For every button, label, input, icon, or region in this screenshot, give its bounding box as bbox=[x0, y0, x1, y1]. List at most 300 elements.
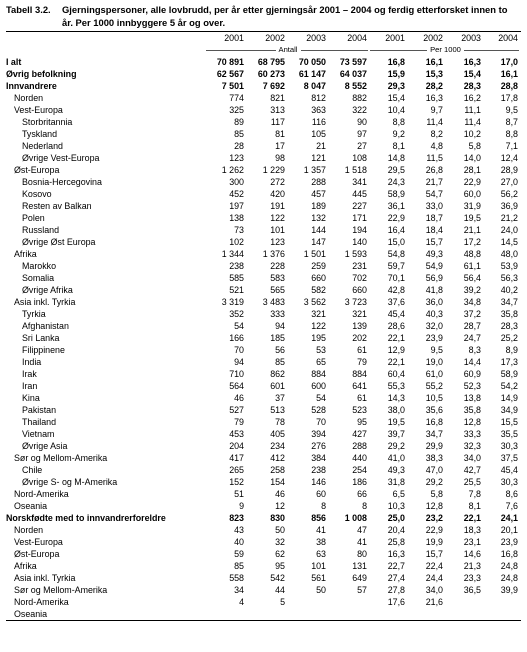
row-label: Storbritannia bbox=[22, 117, 73, 127]
cell-value: 11,4 bbox=[426, 117, 443, 127]
cell-value: 28,6 bbox=[387, 321, 405, 331]
cell-value: 16,8 bbox=[425, 417, 443, 427]
cell-value: 62 bbox=[275, 549, 285, 559]
table-row bbox=[6, 320, 521, 332]
row-label: Resten av Balkan bbox=[22, 201, 92, 211]
table-row bbox=[6, 596, 521, 608]
year-header: 2002 bbox=[408, 32, 446, 45]
cell-value: 288 bbox=[352, 441, 367, 451]
cell-value: 12,4 bbox=[500, 153, 518, 163]
cell-value: 12,8 bbox=[463, 417, 481, 427]
cell-value: 53 bbox=[316, 345, 326, 355]
cell-value: 64 037 bbox=[339, 69, 367, 79]
table-body bbox=[6, 56, 521, 621]
cell-value: 122 bbox=[311, 321, 326, 331]
row-label: Øvrige Øst Europa bbox=[22, 237, 96, 247]
cell-value: 24,4 bbox=[425, 573, 443, 583]
cell-value: 527 bbox=[229, 405, 244, 415]
cell-value: 79 bbox=[357, 357, 367, 367]
row-label: Oseania bbox=[6, 608, 206, 621]
cell-value: 24,8 bbox=[500, 561, 518, 571]
table-row bbox=[6, 368, 521, 380]
cell-value: 185 bbox=[270, 333, 285, 343]
cell-value: 98 bbox=[275, 153, 285, 163]
cell-value: 8,8 bbox=[392, 117, 405, 127]
cell-value: 5 bbox=[280, 597, 285, 607]
cell-value: 9 bbox=[239, 501, 244, 511]
year-header: 2002 bbox=[247, 32, 288, 45]
cell-value: 186 bbox=[352, 477, 367, 487]
cell-value: 38,0 bbox=[387, 405, 405, 415]
cell-value: 17,8 bbox=[500, 93, 518, 103]
cell-value: 352 bbox=[229, 309, 244, 319]
cell-value: 16,2 bbox=[463, 93, 481, 103]
cell-value: 300 bbox=[229, 177, 244, 187]
cell-value: 19,5 bbox=[463, 213, 481, 223]
cell-value: 18,7 bbox=[425, 213, 443, 223]
cell-value bbox=[484, 608, 521, 621]
row-label: Sør og Mellom-Amerika bbox=[14, 585, 108, 595]
cell-value: 32 bbox=[275, 537, 285, 547]
cell-value bbox=[329, 608, 370, 621]
cell-value: 14,3 bbox=[387, 393, 405, 403]
table-row bbox=[6, 404, 521, 416]
cell-value: 17,2 bbox=[463, 237, 481, 247]
cell-value: 29,2 bbox=[387, 441, 405, 451]
cell-value: 856 bbox=[311, 513, 326, 523]
cell-value: 85 bbox=[275, 357, 285, 367]
table-row bbox=[6, 92, 521, 104]
cell-value: 56,3 bbox=[500, 273, 518, 283]
year-header: 2004 bbox=[329, 32, 370, 45]
cell-value: 238 bbox=[311, 465, 326, 475]
cell-value: 22,1 bbox=[463, 513, 481, 523]
table-row bbox=[6, 488, 521, 500]
cell-value: 15,0 bbox=[387, 237, 405, 247]
cell-value: 37,5 bbox=[500, 453, 518, 463]
cell-value bbox=[370, 608, 408, 621]
cell-value: 12 bbox=[275, 501, 285, 511]
cell-value: 51 bbox=[234, 489, 244, 499]
cell-value: 70 050 bbox=[298, 57, 326, 67]
cell-value: 28 bbox=[234, 141, 244, 151]
row-label: Afrika bbox=[14, 561, 37, 571]
group-per1000: Per 1000 bbox=[370, 44, 521, 56]
row-label: India bbox=[22, 357, 42, 367]
cell-value: 34,0 bbox=[425, 585, 443, 595]
cell-value: 333 bbox=[270, 309, 285, 319]
table-row bbox=[6, 284, 521, 296]
row-label: Kina bbox=[22, 393, 40, 403]
row-label: Norskfødte med to innvandrerforeldre bbox=[6, 513, 166, 523]
cell-value: 60,4 bbox=[387, 369, 405, 379]
cell-value: 23,1 bbox=[463, 537, 481, 547]
cell-value: 34,7 bbox=[425, 429, 443, 439]
cell-value: 49,3 bbox=[387, 465, 405, 475]
cell-value: 37 bbox=[275, 393, 285, 403]
cell-value: 4,8 bbox=[430, 141, 443, 151]
cell-value: 32,3 bbox=[463, 441, 481, 451]
cell-value: 17,3 bbox=[500, 357, 518, 367]
cell-value: 265 bbox=[229, 465, 244, 475]
cell-value: 166 bbox=[229, 333, 244, 343]
cell-value: 660 bbox=[352, 285, 367, 295]
cell-value: 34,7 bbox=[500, 297, 518, 307]
table-row bbox=[6, 80, 521, 92]
cell-value: 523 bbox=[352, 405, 367, 415]
table-row bbox=[6, 428, 521, 440]
cell-value: 1 357 bbox=[303, 165, 326, 175]
cell-value bbox=[206, 608, 247, 621]
cell-value: 28,1 bbox=[463, 165, 481, 175]
cell-value: 9,7 bbox=[430, 105, 443, 115]
cell-value: 254 bbox=[352, 465, 367, 475]
cell-value: 7,1 bbox=[505, 141, 518, 151]
cell-value: 152 bbox=[229, 477, 244, 487]
cell-value: 821 bbox=[270, 93, 285, 103]
cell-value: 3 319 bbox=[221, 297, 244, 307]
cell-value: 60,9 bbox=[463, 369, 481, 379]
cell-value: 600 bbox=[311, 381, 326, 391]
row-label: Vest-Europa bbox=[14, 537, 63, 547]
table-row bbox=[6, 260, 521, 272]
cell-value: 8 bbox=[321, 501, 326, 511]
cell-value: 63 bbox=[316, 549, 326, 559]
cell-value: 24,1 bbox=[500, 513, 518, 523]
year-header: 2003 bbox=[446, 32, 484, 45]
cell-value: 146 bbox=[311, 477, 326, 487]
cell-value: 36,1 bbox=[387, 201, 405, 211]
cell-value: 95 bbox=[357, 417, 367, 427]
cell-value: 68 795 bbox=[257, 57, 285, 67]
table-label: Tabell 3.2. bbox=[6, 4, 51, 15]
cell-value: 528 bbox=[311, 405, 326, 415]
cell-value: 457 bbox=[311, 189, 326, 199]
cell-value: 40,3 bbox=[425, 309, 443, 319]
table-row bbox=[6, 56, 521, 68]
cell-value: 774 bbox=[229, 93, 244, 103]
cell-value: 61 bbox=[357, 393, 367, 403]
cell-value: 11,4 bbox=[464, 117, 481, 127]
cell-value: 59,7 bbox=[387, 261, 405, 271]
table-heading bbox=[6, 3, 521, 29]
cell-value: 23,3 bbox=[463, 573, 481, 583]
cell-value: 1 008 bbox=[344, 513, 367, 523]
cell-value: 60,0 bbox=[463, 189, 481, 199]
cell-value: 8 047 bbox=[303, 81, 326, 91]
cell-value: 61,1 bbox=[463, 261, 481, 271]
cell-value: 38,3 bbox=[425, 453, 443, 463]
cell-value: 8,3 bbox=[468, 345, 481, 355]
cell-value: 15,3 bbox=[425, 69, 443, 79]
cell-value: 116 bbox=[311, 117, 326, 127]
cell-value: 40 bbox=[234, 537, 244, 547]
cell-value: 31,9 bbox=[463, 201, 481, 211]
row-label: Filippinene bbox=[22, 345, 65, 355]
cell-value: 73 597 bbox=[339, 57, 367, 67]
group-antall: Antall bbox=[206, 44, 370, 56]
row-label: Øvrige Asia bbox=[22, 441, 68, 451]
cell-value: 238 bbox=[229, 261, 244, 271]
cell-value: 121 bbox=[311, 153, 326, 163]
cell-value: 16,3 bbox=[425, 93, 443, 103]
cell-value: 14,8 bbox=[387, 153, 405, 163]
table-row bbox=[6, 236, 521, 248]
cell-value: 1 518 bbox=[344, 165, 367, 175]
cell-value: 79 bbox=[234, 417, 244, 427]
cell-value: 440 bbox=[352, 453, 367, 463]
cell-value: 322 bbox=[352, 105, 367, 115]
cell-value: 32,0 bbox=[425, 321, 443, 331]
table-row bbox=[6, 560, 521, 572]
table-row bbox=[6, 200, 521, 212]
cell-value: 56,4 bbox=[463, 273, 481, 283]
cell-value: 11,5 bbox=[426, 153, 443, 163]
cell-value: 24,3 bbox=[387, 177, 405, 187]
cell-value: 17 bbox=[275, 141, 285, 151]
cell-value: 27,8 bbox=[387, 585, 405, 595]
cell-value: 97 bbox=[357, 129, 367, 139]
cell-value: 12,8 bbox=[425, 501, 443, 511]
row-label: Afghanistan bbox=[22, 321, 69, 331]
table-row bbox=[6, 128, 521, 140]
cell-value: 542 bbox=[270, 573, 285, 583]
cell-value: 227 bbox=[352, 201, 367, 211]
cell-value: 21,3 bbox=[463, 561, 481, 571]
cell-value: 1 262 bbox=[221, 165, 244, 175]
cell-value: 8,1 bbox=[392, 141, 405, 151]
cell-value: 41 bbox=[316, 525, 326, 535]
cell-value: 34,8 bbox=[463, 297, 481, 307]
cell-value: 1 593 bbox=[344, 249, 367, 259]
cell-value: 171 bbox=[352, 213, 367, 223]
cell-value: 3 483 bbox=[262, 297, 285, 307]
cell-value: 140 bbox=[352, 237, 367, 247]
table-row bbox=[6, 584, 521, 596]
cell-value: 521 bbox=[229, 285, 244, 295]
table-row bbox=[6, 608, 521, 621]
cell-value: 49,3 bbox=[425, 249, 443, 259]
cell-value: 191 bbox=[270, 201, 285, 211]
cell-value: 452 bbox=[229, 189, 244, 199]
cell-value: 54,9 bbox=[425, 261, 443, 271]
cell-value: 55,3 bbox=[387, 381, 405, 391]
cell-value: 18,3 bbox=[463, 525, 481, 535]
cell-value: 8,9 bbox=[505, 345, 518, 355]
cell-value: 144 bbox=[311, 225, 326, 235]
table-row bbox=[6, 164, 521, 176]
cell-value: 231 bbox=[352, 261, 367, 271]
cell-value: 325 bbox=[229, 105, 244, 115]
cell-value: 29,5 bbox=[387, 165, 405, 175]
cell-value: 22,4 bbox=[425, 561, 443, 571]
row-label: Pakistan bbox=[22, 405, 57, 415]
cell-value: 31,8 bbox=[387, 477, 405, 487]
cell-value: 48,0 bbox=[500, 249, 518, 259]
cell-value: 22,9 bbox=[425, 525, 443, 535]
cell-value: 204 bbox=[229, 441, 244, 451]
cell-value: 123 bbox=[229, 153, 244, 163]
cell-value: 5,8 bbox=[468, 141, 481, 151]
cell-value: 29,3 bbox=[387, 81, 405, 91]
cell-value: 80 bbox=[357, 549, 367, 559]
cell-value: 108 bbox=[352, 153, 367, 163]
row-label: Tyrkia bbox=[22, 309, 46, 319]
cell-value: 14,9 bbox=[500, 393, 518, 403]
cell-value: 154 bbox=[270, 477, 285, 487]
cell-value: 35,8 bbox=[463, 405, 481, 415]
year-header: 2001 bbox=[206, 32, 247, 45]
cell-value: 10,2 bbox=[463, 129, 481, 139]
cell-value: 15,5 bbox=[500, 417, 518, 427]
cell-value: 258 bbox=[270, 465, 285, 475]
row-label: Nord-Amerika bbox=[14, 597, 69, 607]
cell-value: 313 bbox=[270, 105, 285, 115]
cell-value: 22,7 bbox=[387, 561, 405, 571]
cell-value bbox=[288, 608, 329, 621]
cell-value: 321 bbox=[352, 309, 367, 319]
cell-value: 42,8 bbox=[387, 285, 405, 295]
cell-value: 812 bbox=[311, 93, 326, 103]
cell-value: 7,6 bbox=[505, 501, 518, 511]
year-header: 2003 bbox=[288, 32, 329, 45]
cell-value: 56,2 bbox=[500, 189, 518, 199]
cell-value: 3 723 bbox=[344, 297, 367, 307]
cell-value: 28,3 bbox=[500, 321, 518, 331]
cell-value: 17,6 bbox=[387, 597, 405, 607]
cell-value: 649 bbox=[352, 573, 367, 583]
table-row bbox=[6, 500, 521, 512]
cell-value: 3 562 bbox=[303, 297, 326, 307]
cell-value: 48,8 bbox=[463, 249, 481, 259]
cell-value: 384 bbox=[311, 453, 326, 463]
table-row bbox=[6, 392, 521, 404]
row-label: Asia inkl. Tyrkia bbox=[14, 297, 76, 307]
cell-value: 46 bbox=[275, 489, 285, 499]
cell-value: 25,5 bbox=[463, 477, 481, 487]
cell-value: 445 bbox=[352, 189, 367, 199]
row-label: Sør og Mellom-Amerika bbox=[14, 453, 108, 463]
cell-value: 34,9 bbox=[500, 405, 518, 415]
cell-value: 66 bbox=[357, 489, 367, 499]
row-label: Tyskland bbox=[22, 129, 58, 139]
table-row bbox=[6, 344, 521, 356]
cell-value: 16,4 bbox=[387, 225, 405, 235]
cell-value: 16,1 bbox=[500, 69, 518, 79]
cell-value: 35,6 bbox=[425, 405, 443, 415]
cell-value: 28,3 bbox=[463, 81, 481, 91]
cell-value: 50 bbox=[275, 525, 285, 535]
cell-value: 24,8 bbox=[500, 573, 518, 583]
cell-value: 8,2 bbox=[430, 129, 443, 139]
cell-value: 202 bbox=[352, 333, 367, 343]
cell-value: 40,2 bbox=[500, 285, 518, 295]
cell-value: 37,2 bbox=[463, 309, 481, 319]
cell-value: 30,3 bbox=[500, 477, 518, 487]
table-row bbox=[6, 332, 521, 344]
row-label: Øvrig befolkning bbox=[6, 69, 77, 79]
cell-value: 14,0 bbox=[463, 153, 481, 163]
table-row bbox=[6, 188, 521, 200]
cell-value: 16,1 bbox=[425, 57, 443, 67]
cell-value: 1 229 bbox=[262, 165, 285, 175]
table-row bbox=[6, 536, 521, 548]
cell-value: 21,1 bbox=[463, 225, 481, 235]
cell-value bbox=[446, 608, 484, 621]
cell-value: 117 bbox=[270, 117, 285, 127]
cell-value: 58,9 bbox=[387, 189, 405, 199]
cell-value: 39,7 bbox=[387, 429, 405, 439]
row-label: Afrika bbox=[14, 249, 37, 259]
year-header: 2004 bbox=[484, 32, 521, 45]
table-row bbox=[6, 512, 521, 524]
table-row bbox=[6, 380, 521, 392]
cell-value: 33,0 bbox=[425, 201, 443, 211]
cell-value: 37,6 bbox=[387, 297, 405, 307]
cell-value: 90 bbox=[357, 117, 367, 127]
cell-value: 38 bbox=[316, 537, 326, 547]
cell-value: 8,6 bbox=[505, 489, 518, 499]
cell-value: 1 376 bbox=[262, 249, 285, 259]
table-row bbox=[6, 224, 521, 236]
table-row bbox=[6, 116, 521, 128]
cell-value: 420 bbox=[270, 189, 285, 199]
row-label: Øvrige S- og M-Amerika bbox=[22, 477, 118, 487]
cell-value: 18,4 bbox=[425, 225, 443, 235]
table-row bbox=[6, 308, 521, 320]
cell-value: 23,9 bbox=[425, 333, 443, 343]
row-label: I alt bbox=[6, 57, 22, 67]
group-header-row bbox=[6, 44, 521, 56]
cell-value: 453 bbox=[229, 429, 244, 439]
cell-value: 19,9 bbox=[425, 537, 443, 547]
cell-value: 9,5 bbox=[430, 345, 443, 355]
cell-value: 341 bbox=[352, 177, 367, 187]
cell-value: 73 bbox=[234, 225, 244, 235]
cell-value: 14,6 bbox=[463, 549, 481, 559]
statistics-table bbox=[6, 31, 521, 621]
cell-value: 65 bbox=[316, 357, 326, 367]
cell-value: 47 bbox=[357, 525, 367, 535]
cell-value: 9,5 bbox=[505, 105, 518, 115]
cell-value: 27,0 bbox=[500, 177, 518, 187]
cell-value: 259 bbox=[311, 261, 326, 271]
cell-value: 513 bbox=[270, 405, 285, 415]
cell-value: 30,3 bbox=[500, 441, 518, 451]
table-row bbox=[6, 296, 521, 308]
row-label: Øst-Europa bbox=[14, 165, 60, 175]
cell-value: 8,7 bbox=[505, 117, 518, 127]
cell-value: 101 bbox=[270, 225, 285, 235]
cell-value: 105 bbox=[311, 129, 326, 139]
table-row bbox=[6, 140, 521, 152]
cell-value: 123 bbox=[270, 237, 285, 247]
row-label: Øvrige Afrika bbox=[22, 285, 73, 295]
cell-value: 70 bbox=[234, 345, 244, 355]
table-row bbox=[6, 176, 521, 188]
cell-value: 28,2 bbox=[425, 81, 443, 91]
row-label: Chile bbox=[22, 465, 43, 475]
cell-value: 95 bbox=[275, 561, 285, 571]
cell-value: 56,9 bbox=[425, 273, 443, 283]
cell-value: 20,1 bbox=[500, 525, 518, 535]
row-label: Marokko bbox=[22, 261, 57, 271]
cell-value: 27,4 bbox=[387, 573, 405, 583]
cell-value: 189 bbox=[311, 201, 326, 211]
year-header-row bbox=[6, 32, 521, 45]
cell-value: 195 bbox=[311, 333, 326, 343]
cell-value: 830 bbox=[270, 513, 285, 523]
